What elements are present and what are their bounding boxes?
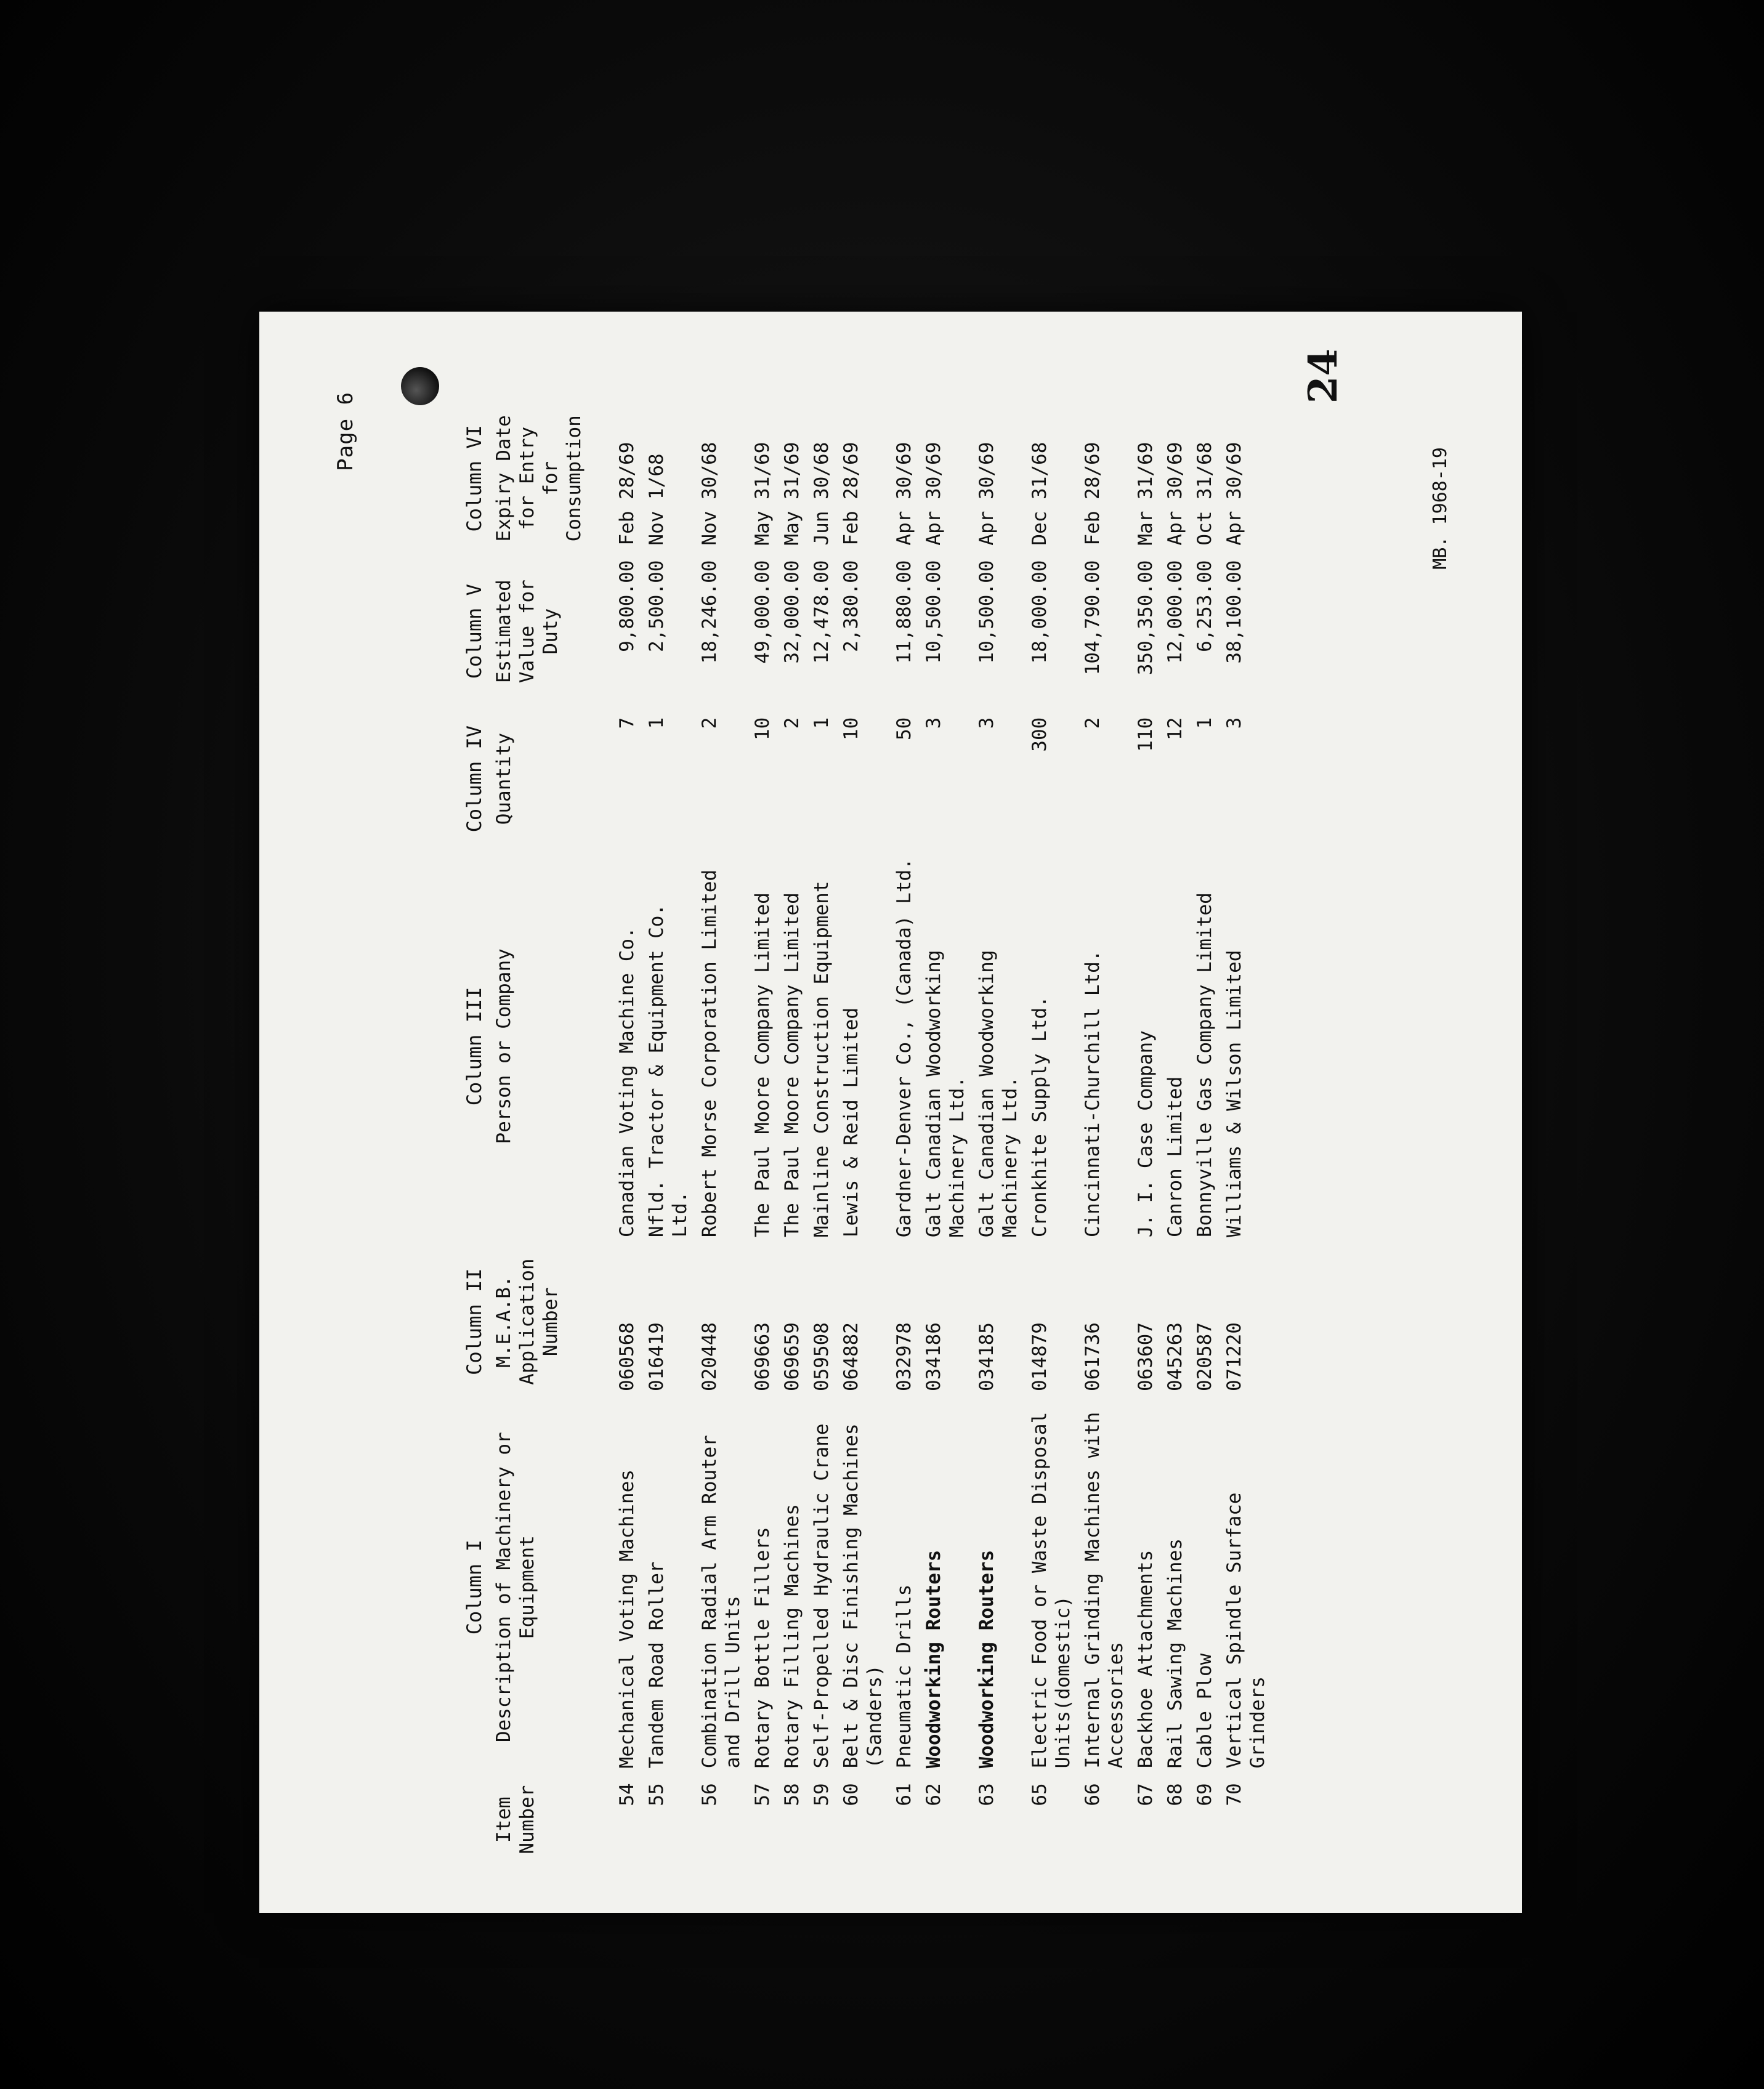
table-row bbox=[645, 404, 698, 1864]
quantity-cell: 12 bbox=[1164, 717, 1186, 741]
expiry-date-cell: Jun 30/68 bbox=[811, 442, 833, 546]
value-cell: 12,000.00 bbox=[1164, 560, 1186, 664]
column-name: Column I bbox=[463, 1540, 486, 1635]
column-name: Column VI bbox=[463, 425, 486, 532]
company-cell: Williams & Wilson Limited bbox=[1223, 950, 1245, 1238]
application-number-cell: 064882 bbox=[840, 1322, 862, 1392]
value-cell: 350,350.00 bbox=[1135, 560, 1157, 676]
description-cell: Backhoe Attachments bbox=[1135, 1550, 1157, 1769]
value-cell: 9,800.00 bbox=[616, 560, 638, 652]
expiry-date-cell: Apr 30/69 bbox=[976, 442, 998, 546]
item-number-cell: 70 bbox=[1223, 1783, 1245, 1806]
value-cell: 2,380.00 bbox=[840, 560, 862, 652]
column-header: M.E.A.B. Application Number bbox=[493, 1258, 562, 1385]
quantity-cell: 10 bbox=[751, 717, 774, 741]
table-row bbox=[1193, 404, 1223, 1864]
page-number: Page 6 bbox=[333, 392, 358, 471]
item-number-cell: 58 bbox=[781, 1783, 803, 1806]
quantity-cell: 3 bbox=[1223, 717, 1245, 729]
column-header: Estimated Value for Duty bbox=[493, 580, 562, 684]
expiry-date-cell: Nov 30/68 bbox=[698, 442, 721, 546]
quantity-cell: 110 bbox=[1135, 717, 1157, 752]
expiry-date-cell: May 31/69 bbox=[751, 442, 774, 546]
column-name-row bbox=[463, 404, 492, 1864]
table-row bbox=[1163, 404, 1193, 1864]
item-number-cell: 63 bbox=[976, 1783, 998, 1806]
item-number-cell: 66 bbox=[1082, 1783, 1104, 1806]
company-cell: Galt Canadian Woodworking Machinery Ltd. bbox=[976, 950, 1021, 1238]
item-number-cell: 69 bbox=[1194, 1783, 1216, 1806]
company-cell: Bonnyville Gas Company Limited bbox=[1194, 892, 1216, 1238]
expiry-date-cell: Nov 1/68 bbox=[645, 453, 668, 546]
column-name bbox=[463, 1776, 492, 1864]
machinery-table bbox=[463, 404, 1276, 1864]
application-number-cell: 016419 bbox=[645, 1322, 668, 1392]
description-cell: Self-Propelled Hydraulic Crane bbox=[811, 1423, 833, 1769]
value-cell: 49,000.00 bbox=[751, 560, 774, 664]
application-number-cell: 032978 bbox=[893, 1322, 915, 1392]
table-row bbox=[1081, 404, 1134, 1864]
description-cell: Belt & Disc Finishing Machines (Sanders) bbox=[840, 1423, 886, 1769]
company-cell: Galt Canadian Woodworking Machinery Ltd. bbox=[923, 950, 968, 1238]
column-name: Column III bbox=[463, 987, 486, 1106]
item-number-cell: 54 bbox=[616, 1783, 638, 1806]
description-cell: Tandem Road Roller bbox=[645, 1561, 668, 1769]
expiry-date-cell: Apr 30/69 bbox=[923, 442, 945, 546]
column-name: Column IV bbox=[463, 725, 486, 833]
value-cell: 38,100.00 bbox=[1223, 560, 1245, 664]
column-header-row bbox=[492, 404, 615, 1864]
application-number-cell: 071220 bbox=[1223, 1322, 1245, 1392]
description-cell: Cable Plow bbox=[1194, 1653, 1216, 1769]
column-header: Description of Machinery or Equipment bbox=[493, 1432, 538, 1743]
company-cell: J. I. Case Company bbox=[1135, 1030, 1157, 1238]
footer-reference: MB. 1968-19 bbox=[1430, 447, 1451, 570]
expiry-date-cell: Feb 28/69 bbox=[616, 442, 638, 546]
value-cell: 10,500.00 bbox=[976, 560, 998, 664]
quantity-cell: 2 bbox=[1082, 717, 1104, 729]
quantity-cell: 10 bbox=[840, 717, 862, 741]
column-header: Expiry Date for Entry for Consumption bbox=[493, 415, 585, 542]
table-row bbox=[698, 404, 751, 1864]
application-number-cell: 060568 bbox=[616, 1322, 638, 1392]
company-cell: Canadian Voting Machine Co. bbox=[616, 927, 638, 1238]
expiry-date-cell: May 31/69 bbox=[781, 442, 803, 546]
value-cell: 11,880.00 bbox=[893, 560, 915, 664]
company-cell: The Paul Moore Company Limited bbox=[751, 892, 774, 1238]
value-cell: 12,478.00 bbox=[811, 560, 833, 664]
description-cell: Woodworking Routers bbox=[923, 1550, 945, 1769]
company-cell: Gardner-Denver Co., (Canada) Ltd. bbox=[893, 858, 915, 1238]
application-number-cell: 059508 bbox=[811, 1322, 833, 1392]
company-cell: Cincinnati-Churchill Ltd. bbox=[1082, 950, 1104, 1238]
application-number-cell: 014879 bbox=[1029, 1322, 1051, 1392]
company-cell: Robert Morse Corporation Limited bbox=[698, 869, 721, 1238]
description-cell: Electric Food or Waste Disposal Units(domestic) bbox=[1029, 1412, 1074, 1769]
application-number-cell: 061736 bbox=[1082, 1322, 1104, 1392]
document-page bbox=[259, 312, 1522, 1913]
item-number-cell: 67 bbox=[1135, 1783, 1157, 1806]
description-cell: Mechanical Voting Machines bbox=[616, 1469, 638, 1769]
value-cell: 32,000.00 bbox=[781, 560, 803, 664]
item-number-cell: 60 bbox=[840, 1783, 862, 1806]
application-number-cell: 069663 bbox=[751, 1322, 774, 1392]
value-cell: 2,500.00 bbox=[645, 560, 668, 652]
table-body bbox=[615, 404, 1276, 1864]
expiry-date-cell: Oct 31/68 bbox=[1194, 442, 1216, 546]
expiry-date-cell: Dec 31/68 bbox=[1029, 442, 1051, 546]
quantity-cell: 7 bbox=[616, 717, 638, 729]
company-cell: The Paul Moore Company Limited bbox=[781, 892, 803, 1238]
expiry-date-cell: Apr 30/69 bbox=[1223, 442, 1245, 546]
expiry-date-cell: Feb 28/69 bbox=[840, 442, 862, 546]
description-cell: Rotary Filling Machines bbox=[781, 1504, 803, 1769]
quantity-cell: 50 bbox=[893, 717, 915, 741]
item-number-cell: 57 bbox=[751, 1783, 774, 1806]
description-cell: Rail Sawing Machines bbox=[1164, 1538, 1186, 1769]
quantity-cell: 2 bbox=[698, 717, 721, 729]
column-header: Person or Company bbox=[493, 948, 515, 1144]
description-cell: Internal Grinding Machines with Accessories bbox=[1082, 1412, 1127, 1769]
table-row bbox=[751, 404, 780, 1864]
expiry-date-cell: Apr 30/69 bbox=[893, 442, 915, 546]
company-cell: Nfld. Tractor & Equipment Co. Ltd. bbox=[645, 903, 691, 1238]
value-cell: 18,000.00 bbox=[1029, 560, 1051, 664]
quantity-cell: 1 bbox=[1194, 717, 1216, 729]
application-number-cell: 020587 bbox=[1194, 1322, 1216, 1392]
application-number-cell: 069659 bbox=[781, 1322, 803, 1392]
company-cell: Lewis & Reid Limited bbox=[840, 1007, 862, 1238]
column-name: Column II bbox=[463, 1268, 486, 1375]
application-number-cell: 034185 bbox=[976, 1322, 998, 1392]
column-header: Item Number bbox=[493, 1785, 538, 1854]
table-row bbox=[840, 404, 892, 1864]
quantity-cell: 3 bbox=[923, 717, 945, 729]
item-number-cell: 55 bbox=[645, 1783, 668, 1806]
expiry-date-cell: Apr 30/69 bbox=[1164, 442, 1186, 546]
item-number-cell: 59 bbox=[811, 1783, 833, 1806]
table-row bbox=[615, 404, 645, 1864]
description-cell: Woodworking Routers bbox=[976, 1550, 998, 1769]
item-number-cell: 65 bbox=[1029, 1783, 1051, 1806]
table-row bbox=[975, 404, 1028, 1864]
handwritten-stamp-number: 24 bbox=[1300, 349, 1346, 404]
description-cell: Rotary Bottle Fillers bbox=[751, 1527, 774, 1769]
description-cell: Pneumatic Drills bbox=[893, 1584, 915, 1769]
column-header: Quantity bbox=[493, 732, 515, 825]
table-row bbox=[1134, 404, 1163, 1864]
value-cell: 6,253.00 bbox=[1194, 560, 1216, 652]
table-row bbox=[1028, 404, 1081, 1864]
expiry-date-cell: Feb 28/69 bbox=[1082, 442, 1104, 546]
company-cell: Canron Limited bbox=[1164, 1076, 1186, 1238]
description-cell: Combination Radial Arm Router and Drill Units bbox=[698, 1435, 744, 1769]
expiry-date-cell: Mar 31/69 bbox=[1135, 442, 1157, 546]
quantity-cell: 3 bbox=[976, 717, 998, 729]
application-number-cell: 063607 bbox=[1135, 1322, 1157, 1392]
table-row bbox=[1223, 404, 1276, 1864]
quantity-cell: 2 bbox=[781, 717, 803, 729]
item-number-cell: 61 bbox=[893, 1783, 915, 1806]
quantity-cell: 1 bbox=[811, 717, 833, 729]
value-cell: 18,246.00 bbox=[698, 560, 721, 664]
table-row bbox=[922, 404, 975, 1864]
application-number-cell: 020448 bbox=[698, 1322, 721, 1392]
quantity-cell: 1 bbox=[645, 717, 668, 729]
application-number-cell: 045263 bbox=[1164, 1322, 1186, 1392]
item-number-cell: 62 bbox=[923, 1783, 945, 1806]
company-cell: Cronkhite Supply Ltd. bbox=[1029, 996, 1051, 1238]
item-number-cell: 56 bbox=[698, 1783, 721, 1806]
table-row bbox=[892, 404, 922, 1864]
table-row bbox=[810, 404, 840, 1864]
application-number-cell: 034186 bbox=[923, 1322, 945, 1392]
quantity-cell: 300 bbox=[1029, 717, 1051, 752]
value-cell: 104,790.00 bbox=[1082, 560, 1104, 676]
value-cell: 10,500.00 bbox=[923, 560, 945, 664]
company-cell: Mainline Construction Equipment bbox=[811, 881, 833, 1238]
column-name: Column V bbox=[463, 584, 486, 679]
table-row bbox=[780, 404, 810, 1864]
item-number-cell: 68 bbox=[1164, 1783, 1186, 1806]
punch-hole bbox=[401, 367, 439, 405]
description-cell: Vertical Spindle Surface Grinders bbox=[1223, 1492, 1269, 1769]
